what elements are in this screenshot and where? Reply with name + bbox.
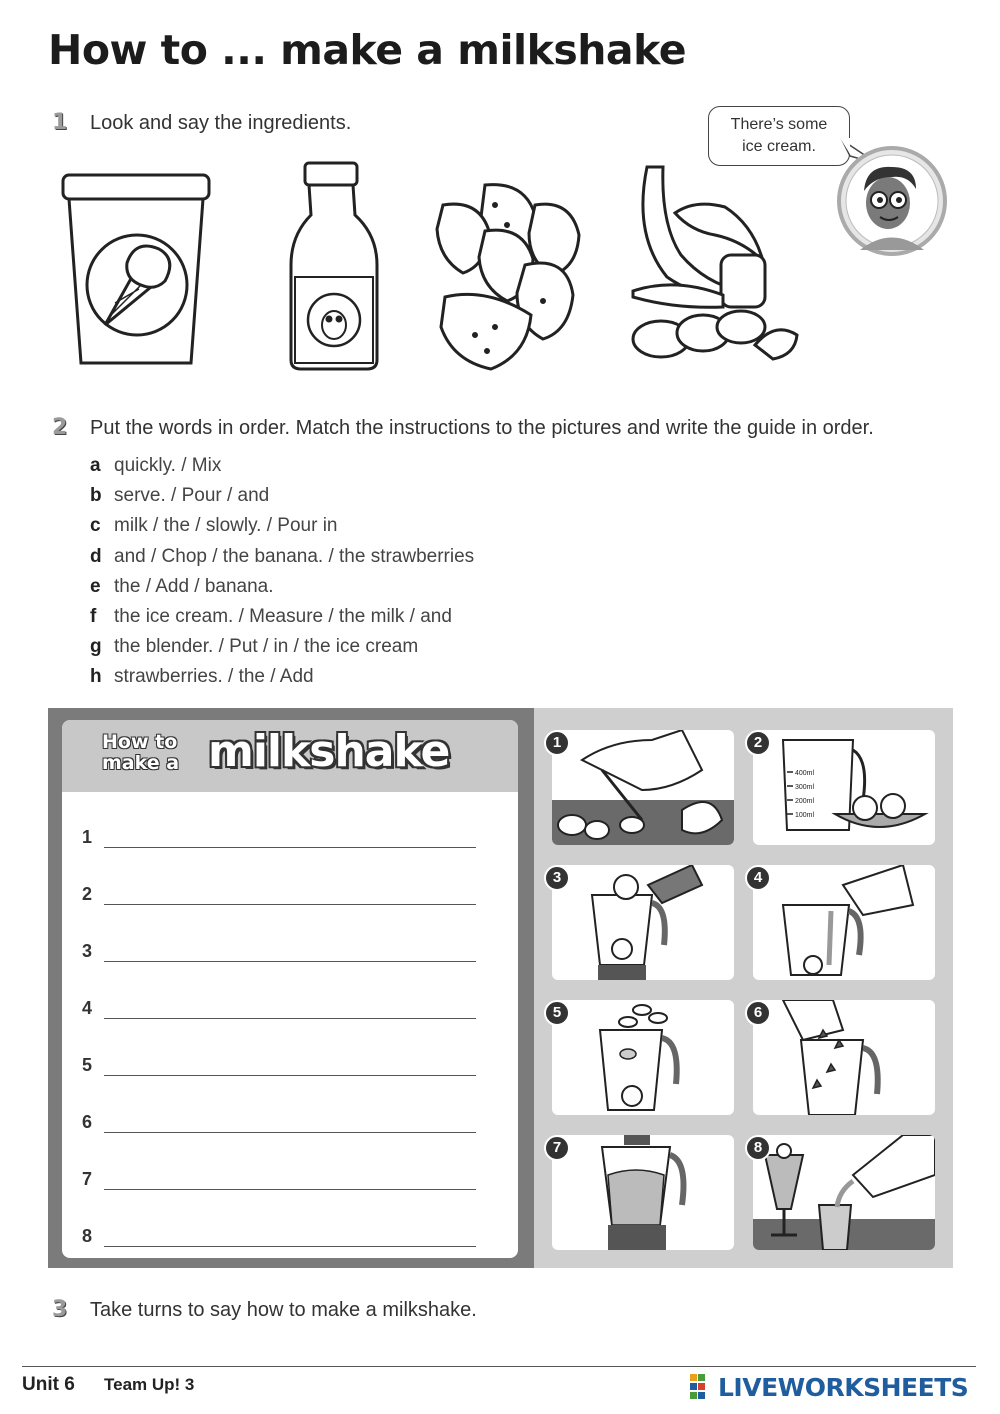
chopping-icon (552, 730, 734, 845)
jug-mark-400: 400ml (795, 770, 815, 777)
list-item-b: b serve. / Pour / and (90, 485, 270, 506)
speech-bubble-line-1: There’s some (730, 116, 828, 133)
picture-7-badge: 7 (544, 1135, 570, 1161)
banana-icon (633, 167, 797, 359)
guide-line-3[interactable]: 3 (82, 941, 502, 967)
ice-cream-tub-icon (63, 175, 209, 363)
milk-bottle-icon (291, 163, 377, 369)
exercise-2-number: 2 (52, 415, 68, 440)
list-item-e: e the / Add / banana. (90, 576, 274, 597)
list-item-c: c milk / the / slowly. / Pour in (90, 515, 338, 536)
picture-8 (753, 1135, 935, 1250)
list-item-f: f the ice cream. / Measure / the milk / and (90, 606, 452, 627)
guide-card (62, 720, 518, 1258)
guide-line-5[interactable]: 5 (82, 1055, 502, 1081)
blending-icon (552, 1135, 734, 1250)
serve-milkshake-icon (753, 1135, 935, 1250)
picture-7 (552, 1135, 734, 1250)
picture-2-badge: 2 (745, 730, 771, 756)
add-banana-icon (552, 1000, 734, 1115)
guide-line-1[interactable]: 1 (82, 827, 502, 853)
exercise-1-instruction: Look and say the ingredients. (90, 112, 352, 134)
picture-2 (753, 730, 935, 845)
add-strawberries-icon (753, 1000, 935, 1115)
guide-panel (48, 708, 953, 1268)
picture-8-badge: 8 (745, 1135, 771, 1161)
picture-4-badge: 4 (745, 865, 771, 891)
liveworksheets-icon (690, 1374, 714, 1400)
exercise-3-instruction: Take turns to say how to make a milkshake. (90, 1299, 477, 1321)
picture-1-badge: 1 (544, 730, 570, 756)
list-item-h: h strawberries. / the / Add (90, 666, 314, 687)
guide-line-2[interactable]: 2 (82, 884, 502, 910)
guide-line-6[interactable]: 6 (82, 1112, 502, 1138)
jug-mark-100: 100ml (795, 812, 815, 819)
guide-line-4[interactable]: 4 (82, 998, 502, 1024)
jug-mark-300: 300ml (795, 784, 815, 791)
boy-avatar-icon (836, 145, 948, 257)
measuring-jug-icon (753, 730, 935, 845)
picture-6 (753, 1000, 935, 1115)
list-item-g: g the blender. / Put / in / the ice cream (90, 636, 419, 657)
footer-unit: Unit 6 (22, 1374, 75, 1395)
list-item-a: a quickly. / Mix (90, 455, 222, 476)
guide-title-big: milkshake (208, 726, 450, 777)
liveworksheets-logo-text: LIVEWORKSHEETS (718, 1372, 969, 1402)
pour-milk-icon (753, 865, 935, 980)
exercise-2-instruction: Put the words in order. Match the instructions to the pictures and write the guide in order. (90, 417, 874, 439)
pictures-area (534, 708, 953, 1268)
picture-4 (753, 865, 935, 980)
picture-5-badge: 5 (544, 1000, 570, 1026)
exercise-1-number: 1 (52, 110, 68, 135)
footer-book-title: Team Up! 3 (104, 1375, 195, 1394)
exercise-3-number: 3 (52, 1297, 68, 1322)
guide-title-small: How to make a (102, 731, 180, 774)
picture-6-badge: 6 (745, 1000, 771, 1026)
liveworksheets-logo[interactable] (690, 1372, 968, 1402)
picture-1 (552, 730, 734, 845)
list-item-d: d and / Chop / the banana. / the strawberries (90, 546, 475, 567)
guide-line-8[interactable]: 8 (82, 1226, 502, 1252)
guide-header (62, 720, 518, 792)
ingredients-illustration (55, 155, 815, 380)
blender-icecream-icon (552, 865, 734, 980)
picture-3 (552, 865, 734, 980)
guide-line-7[interactable]: 7 (82, 1169, 502, 1195)
footer-divider (22, 1366, 976, 1367)
picture-5 (552, 1000, 734, 1115)
jug-mark-200: 200ml (795, 798, 815, 805)
speech-bubble-line-2: ice cream. (742, 138, 816, 155)
page-title: How to ... make a milkshake (48, 26, 687, 74)
picture-3-badge: 3 (544, 865, 570, 891)
strawberries-icon (437, 185, 579, 369)
